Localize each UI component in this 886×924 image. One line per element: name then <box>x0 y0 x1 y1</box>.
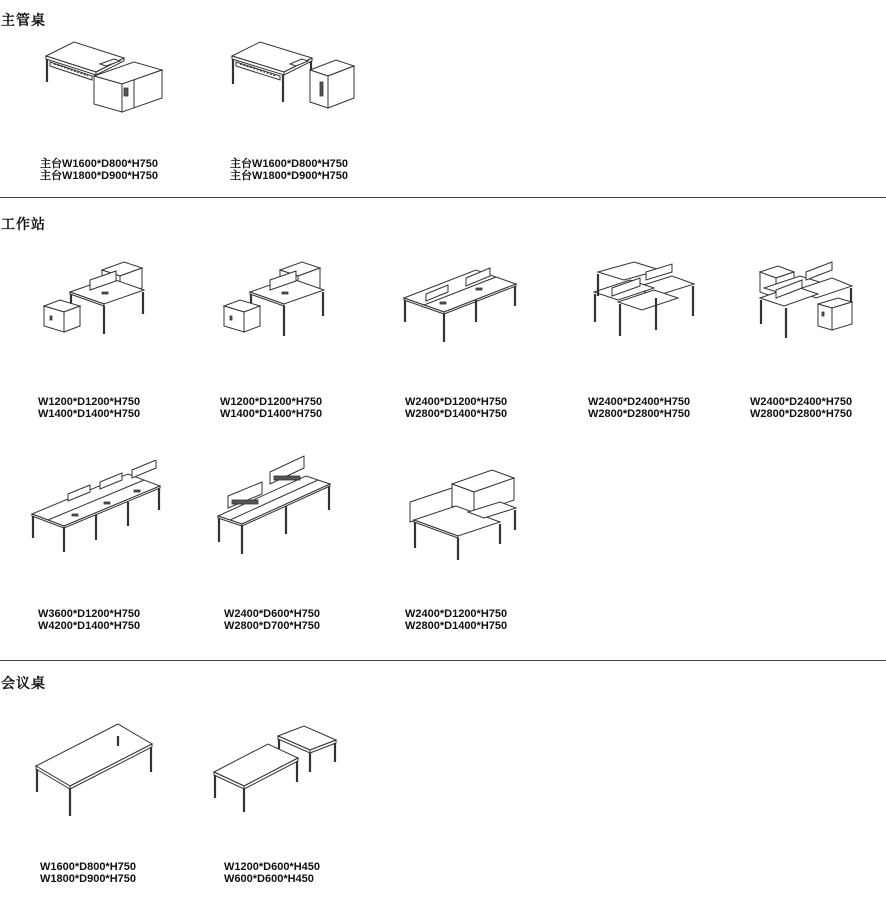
caption-line: W2800*D2800*H750 <box>750 408 853 420</box>
cross-shaped-four-person-workstation-icon <box>590 258 700 342</box>
caption-line: W1400*D1400*H750 <box>220 408 323 420</box>
caption-line: W1200*D1200*H750 <box>38 396 141 408</box>
caption-meeting-table-1 <box>40 861 136 885</box>
caption-workstation-3 <box>405 396 507 420</box>
caption-workstation-2 <box>220 396 322 420</box>
caption-executive-desk-2 <box>230 158 348 182</box>
low-tea-tables-icon <box>212 722 342 814</box>
caption-line: W1800*D900*H750 <box>40 873 137 885</box>
single-row-bench-workstation-icon <box>214 450 336 556</box>
caption-workstation-6 <box>38 608 140 632</box>
caption-workstation-7 <box>224 608 320 632</box>
caption-line: W2800*D1400*H750 <box>405 408 508 420</box>
caption-executive-desk-1 <box>40 158 158 182</box>
caption-line: W2800*D1400*H750 <box>405 620 508 632</box>
caption-line: W2400*D2400*H750 <box>588 396 691 408</box>
caption-line: W3600*D1200*H750 <box>38 608 141 620</box>
caption-line: W2800*D700*H750 <box>224 620 321 632</box>
caption-line: W2400*D600*H750 <box>224 608 321 620</box>
caption-line: W2800*D2800*H750 <box>588 408 691 420</box>
caption-line: W1400*D1400*H750 <box>38 408 141 420</box>
caption-line: W1200*D600*H450 <box>224 861 321 873</box>
section-title-meeting-table: 会议桌 <box>1 676 46 692</box>
caption-meeting-table-2 <box>224 861 320 885</box>
two-person-workstation-with-cabinets-b-icon <box>222 258 332 346</box>
six-person-bench-workstation-icon <box>28 460 164 556</box>
section-divider <box>0 660 886 661</box>
l-shaped-screen-workstation-icon <box>408 466 520 562</box>
caption-line: W600*D600*H450 <box>224 873 314 885</box>
caption-line: W1200*D1200*H750 <box>220 396 323 408</box>
caption-line: 主台W1800*D900*H750 <box>230 170 349 182</box>
caption-workstation-8 <box>405 608 507 632</box>
caption-workstation-1 <box>38 396 140 420</box>
caption-line: W2400*D2400*H750 <box>750 396 853 408</box>
section-divider <box>0 197 886 198</box>
caption-workstation-4 <box>588 396 690 420</box>
executive-desk-with-return-cabinet-icon <box>40 38 170 120</box>
caption-line: W4200*D1400*H750 <box>38 620 141 632</box>
caption-line: W2400*D1200*H750 <box>405 396 508 408</box>
caption-line: W2400*D1200*H750 <box>405 608 508 620</box>
caption-line: 主台W1600*D800*H750 <box>40 158 159 170</box>
caption-line: 主台W1600*D800*H750 <box>230 158 349 170</box>
section-title-workstation: 工作站 <box>1 217 46 233</box>
caption-line: 主台W1800*D900*H750 <box>40 170 159 182</box>
two-person-workstation-with-cabinets-icon <box>40 258 150 346</box>
executive-desk-with-side-cabinet-icon <box>228 38 358 120</box>
cross-shaped-workstation-with-pedestals-icon <box>756 258 856 342</box>
section-title-executive-desk: 主管桌 <box>1 13 46 29</box>
caption-workstation-5 <box>750 396 852 420</box>
rectangular-meeting-table-icon <box>32 722 156 818</box>
four-person-bench-workstation-icon <box>400 256 520 346</box>
caption-line: W1600*D800*H750 <box>40 861 137 873</box>
